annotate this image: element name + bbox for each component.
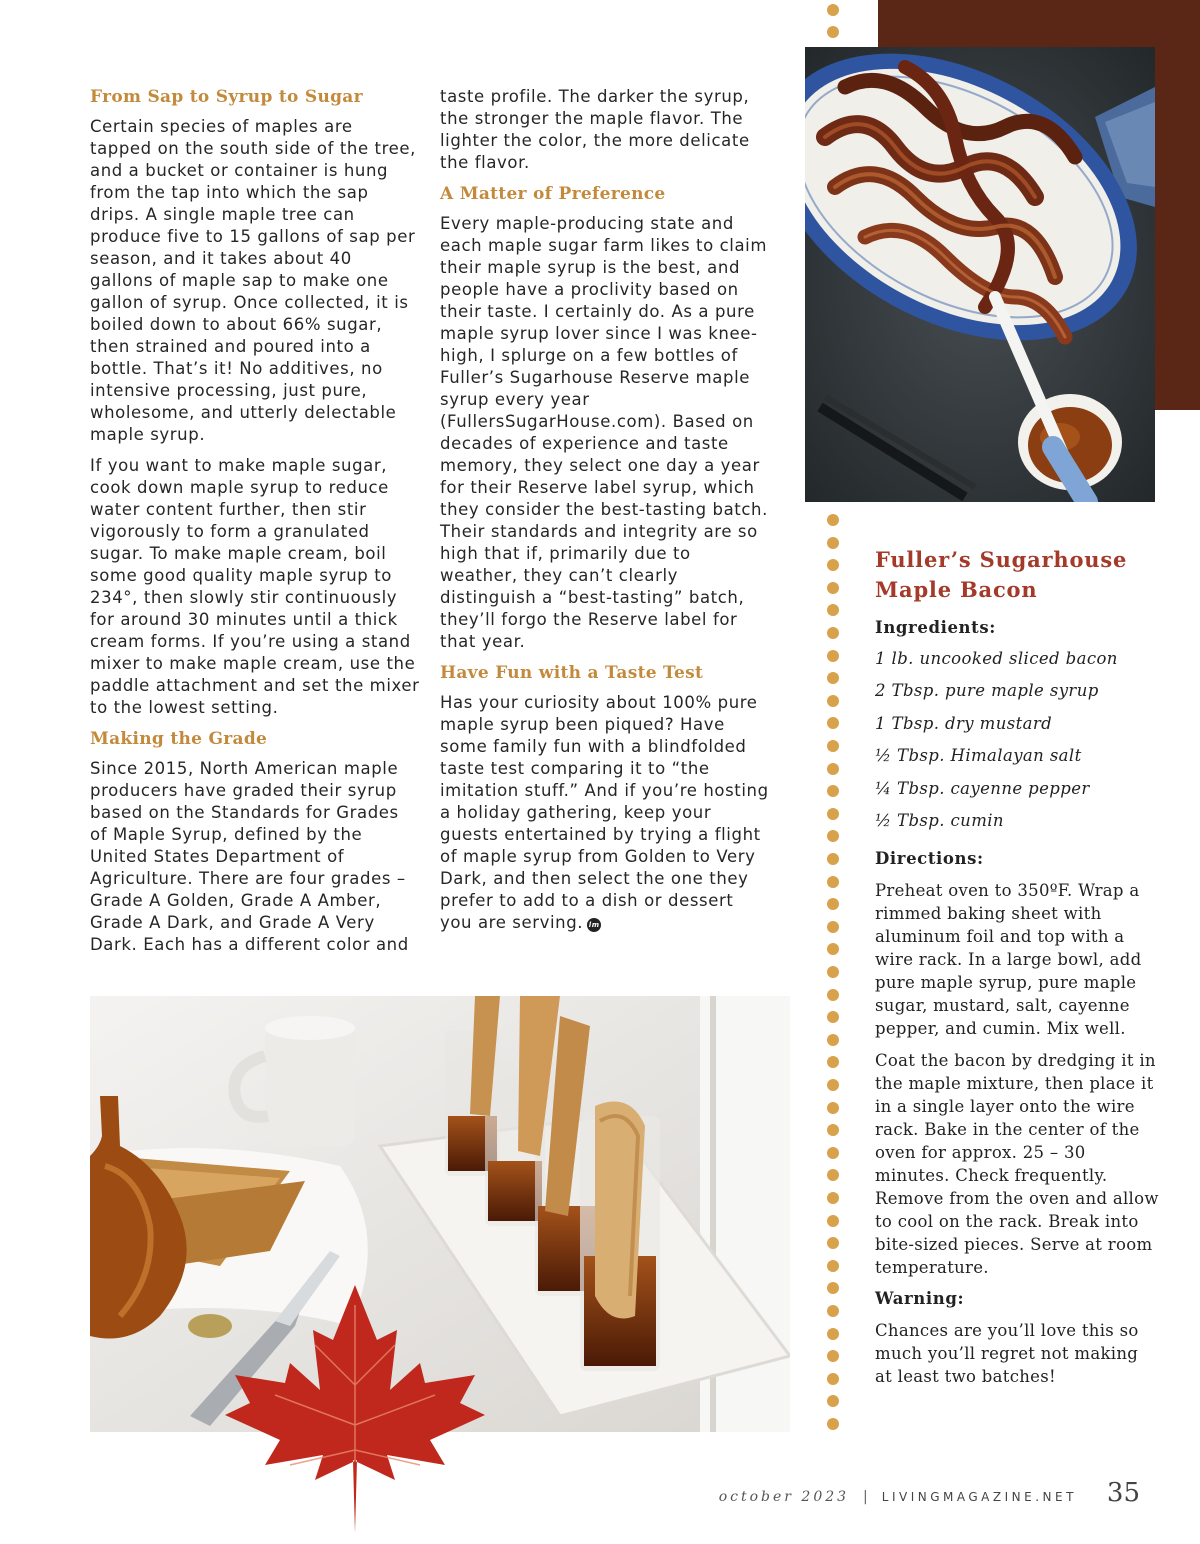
ingredient-item: 1 lb. uncooked sliced bacon bbox=[875, 649, 1118, 668]
divider-dot bbox=[827, 514, 839, 526]
divider-dot bbox=[827, 1215, 839, 1227]
divider-dot bbox=[827, 1328, 839, 1340]
article-end-mark-icon: lm bbox=[587, 918, 601, 932]
section-heading bbox=[440, 662, 770, 684]
maple-bacon-photo bbox=[805, 47, 1155, 502]
divider-dot bbox=[827, 785, 839, 797]
divider-dot bbox=[827, 695, 839, 707]
paragraph-text: Certain species of maples are tapped on the south side of the tree, and a bucket or container is hung from the tap into which the sap drips. A single maple tree can produce five to 15 gallons of sap per season, and it takes about 40 gallons of maple sap to make one gallon of syrup. Once collected, it is boiled down to about 66% sugar, then strained and poured into a bottle. That’s it! No additives, no intensive processing, just pure, wholesome, and utterly delectable maple syrup. bbox=[90, 117, 416, 444]
divider-dot bbox=[827, 1124, 839, 1136]
divider-dot bbox=[827, 1305, 839, 1317]
ingredient-item: 1 Tbsp. dry mustard bbox=[875, 713, 1053, 733]
page-number: 35 bbox=[1106, 1478, 1140, 1508]
section-heading-text: Making the Grade bbox=[90, 729, 268, 749]
paragraph-text: Every maple-producing state and each maple sugar farm likes to claim their maple syrup is the best, and people have a proclivity based on their taste. I certainly do. As a pure maple syrup lover since I was knee-high, I splurge on a few bottles of Fuller’s Sugarhouse Reserve maple syrup every year (FullersSugarHouse.com). Based on decades of experience and taste memory, they select one day a year for their Reserve label syrup, which they consider the best-tasting batch. Their standards and integrity are so high that if, primarily due to weather, they can’t clearly distinguish a “best-tasting” batch, they’ll forgo the Reserve label for that year. bbox=[440, 214, 768, 651]
recipe-sidebar bbox=[875, 545, 1160, 1397]
divider-dot bbox=[827, 627, 839, 639]
article-column-1 bbox=[90, 86, 420, 965]
divider-dot bbox=[827, 559, 839, 571]
paragraph-text: Since 2015, North American maple producers have graded their syrup based on the Standards for Grades of Maple Syrup, defined by the United States Department of Agriculture. There are four grades – Grade A Golden, Grade A Amber, Grade A Dark, and Grade A Very Dark. Each has a different color and bbox=[90, 759, 409, 954]
divider-dot bbox=[827, 1237, 839, 1249]
divider-dot bbox=[827, 717, 839, 729]
divider-dot bbox=[827, 740, 839, 752]
divider-dot bbox=[827, 1034, 839, 1046]
section-heading-text: A Matter of Preference bbox=[440, 184, 666, 204]
body-paragraph bbox=[90, 455, 420, 719]
divider-dot bbox=[827, 1102, 839, 1114]
divider-dot bbox=[827, 4, 839, 16]
divider-dot bbox=[827, 989, 839, 1001]
body-paragraph bbox=[440, 86, 770, 174]
divider-dot bbox=[827, 966, 839, 978]
dotted-divider bbox=[827, 4, 841, 1434]
ingredient-item: ½ Tbsp. cumin bbox=[875, 810, 1004, 830]
divider-dot bbox=[827, 1011, 839, 1023]
page-footer bbox=[719, 1478, 1140, 1518]
section-heading bbox=[440, 183, 770, 205]
divider-dot bbox=[827, 1192, 839, 1204]
divider-dot bbox=[827, 537, 839, 549]
maple-leaf-icon bbox=[205, 1275, 505, 1540]
divider-dot bbox=[827, 898, 839, 910]
direction-step: Coat the bacon by dredging it in the maple mixture, then place it in a single layer onto the wire rack. Bake in the center of the oven for approx. 25 – 30 minutes. Check frequently. Remove from the oven and allow to cool on the rack. Break into bite-sized pieces. Serve at room temperature. bbox=[875, 1051, 1159, 1278]
divider-dot bbox=[827, 650, 839, 662]
divider-dot bbox=[827, 921, 839, 933]
section-heading bbox=[90, 728, 420, 750]
divider-dot bbox=[827, 1373, 839, 1385]
section-heading bbox=[90, 86, 420, 108]
divider-dot bbox=[827, 1169, 839, 1181]
ingredient-item: 2 Tbsp. pure maple syrup bbox=[875, 681, 1099, 701]
divider-dot bbox=[827, 876, 839, 888]
issue-date: october 2023 bbox=[718, 1489, 850, 1505]
paragraph-text: taste profile. The darker the syrup, the stronger the maple flavor. The lighter the color, the more delicate the flavor. bbox=[440, 87, 750, 172]
divider-dot bbox=[827, 1079, 839, 1091]
divider-dot bbox=[827, 853, 839, 865]
paragraph-text: If you want to make maple sugar, cook down maple syrup to reduce water content further, then stir vigorously to form a granulated sugar. To make maple cream, boil some good quality maple syrup to 234°, then slowly stir continuously for around 30 minutes until a thick cream forms. If you’re using a stand mixer to make maple cream, use the paddle attachment and set the mixer to the lowest setting. bbox=[90, 456, 420, 717]
divider-dot bbox=[827, 943, 839, 955]
divider-dot bbox=[827, 830, 839, 842]
divider-dot bbox=[827, 808, 839, 820]
warning-heading: Warning: bbox=[875, 1289, 965, 1309]
divider-dot bbox=[827, 26, 839, 38]
divider-dot bbox=[827, 1147, 839, 1159]
divider-dot bbox=[827, 1260, 839, 1272]
divider-dot bbox=[827, 763, 839, 775]
divider-dot bbox=[827, 582, 839, 594]
directions-list bbox=[875, 879, 1160, 1279]
body-paragraph bbox=[90, 116, 420, 446]
direction-step: Preheat oven to 350ºF. Wrap a rimmed baking sheet with aluminum foil and top with a wire rack. In a large bowl, add pure maple syrup, pure maple sugar, mustard, salt, cayenne pepper, and cumin. Mix well. bbox=[875, 881, 1142, 1039]
footer-separator: | bbox=[863, 1489, 868, 1505]
divider-dot bbox=[827, 1418, 839, 1430]
magazine-website-link[interactable]: LIVINGMAGAZINE.NET bbox=[881, 1490, 1077, 1504]
warning-text: Chances are you’ll love this so much you’ll regret not making at least two batches! bbox=[875, 1321, 1139, 1387]
article-column-2 bbox=[440, 86, 770, 943]
paragraph-text: Has your curiosity about 100% pure maple syrup been piqued? Have some family fun with a blindfolded taste test comparing it to “the imitation stuff.” And if you’re hosting a holiday gathering, keep your guests entertained by trying a flight of maple syrup from Golden to Very Dark, and then select the one they prefer to add to a dish or dessert you are serving. bbox=[440, 693, 769, 932]
divider-dot bbox=[827, 1350, 839, 1362]
section-heading-text: Have Fun with a Taste Test bbox=[440, 663, 704, 683]
ingredient-item: ¼ Tbsp. cayenne pepper bbox=[875, 778, 1090, 798]
body-paragraph bbox=[90, 758, 420, 956]
body-paragraph bbox=[440, 213, 770, 653]
ingredients-list bbox=[875, 648, 1160, 832]
divider-dot bbox=[827, 1282, 839, 1294]
divider-dot bbox=[827, 672, 839, 684]
section-heading-text: From Sap to Syrup to Sugar bbox=[90, 87, 363, 107]
ingredient-item: ½ Tbsp. Himalayan salt bbox=[875, 746, 1082, 766]
ingredients-heading: Ingredients: bbox=[875, 618, 996, 637]
recipe-title-line-1: Fuller’s Sugarhouse bbox=[875, 547, 1128, 572]
divider-dot bbox=[827, 604, 839, 616]
recipe-title-line-2: Maple Bacon bbox=[875, 577, 1038, 602]
directions-heading: Directions: bbox=[875, 849, 984, 869]
recipe-title bbox=[875, 545, 1160, 605]
divider-dot bbox=[827, 1056, 839, 1068]
divider-dot bbox=[827, 1395, 839, 1407]
body-paragraph bbox=[440, 692, 770, 934]
